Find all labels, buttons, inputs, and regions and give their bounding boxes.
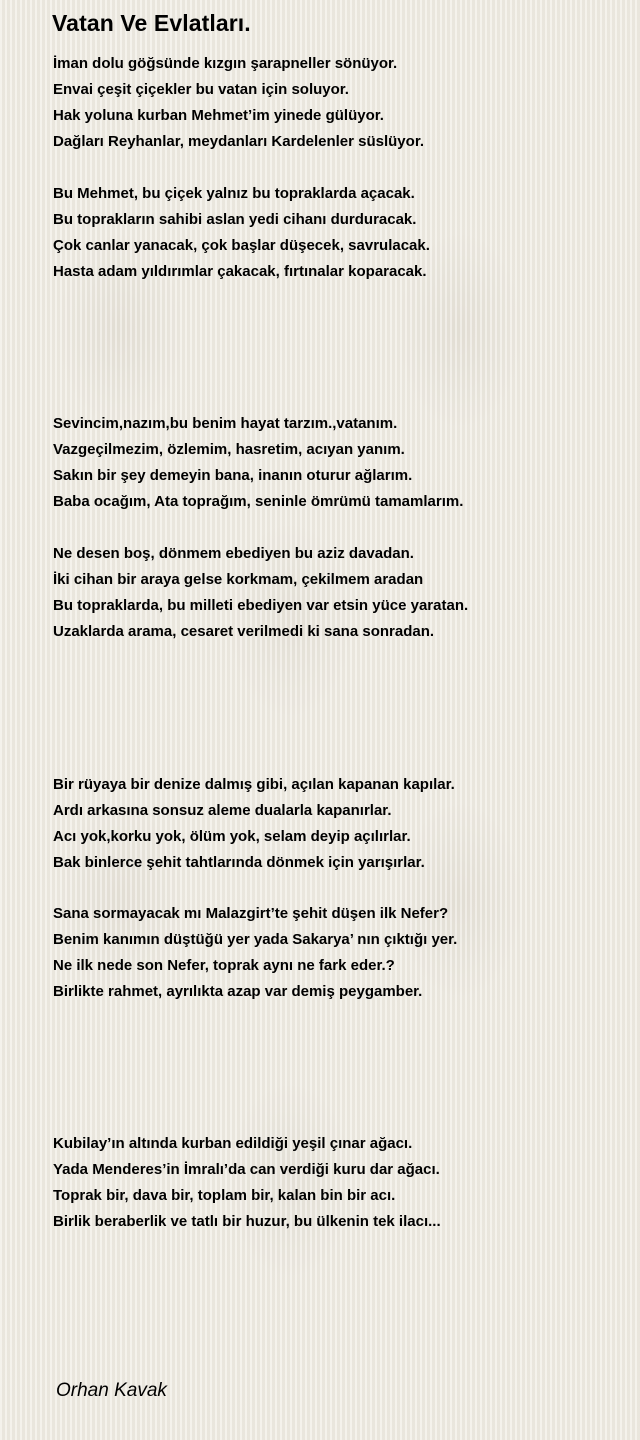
poem-line: Envai çeşit çiçekler bu vatan için soluyor. [53,81,349,98]
stanza-2 [53,181,430,285]
poem-line: Bak binlerce şehit tahtlarında dönmek için yarışırlar. [53,854,425,871]
stanza-1 [53,51,424,155]
poem-line: Çok canlar yanacak, çok başlar düşecek, savrulacak. [53,237,430,254]
poem-line: Vazgeçilmezim, özlemim, hasretim, acıyan yanım. [53,441,405,458]
poem-line: Baba ocağım, Ata toprağım, seninle ömrümü tamamlarım. [53,493,464,510]
poem-line: Yada Menderes’in İmralı’da can verdiği kuru dar ağacı. [53,1161,440,1178]
poem-line: Kubilay’ın altında kurban edildiği yeşil çınar ağacı. [53,1135,413,1152]
poem-line: Sakın bir şey demeyin bana, inanın oturur ağlarım. [53,467,413,484]
poem-line: Benim kanımın düştüğü yer yada Sakarya’ nın çıktığı yer. [53,931,458,948]
poem-line: Bu toprakların sahibi aslan yedi cihanı durduracak. [53,211,417,228]
poem-line: Birlikte rahmet, ayrılıkta azap var demiş peygamber. [53,983,423,1000]
poem-line: Bu Mehmet, bu çiçek yalnız bu topraklarda açacak. [53,185,415,202]
poem-line: İman dolu göğsünde kızgın şarapneller sönüyor. [53,55,398,72]
stanza-5 [53,772,455,876]
poem-line: Toprak bir, dava bir, toplam bir, kalan bin bir acı. [53,1187,396,1204]
poem-line: İki cihan bir araya gelse korkmam, çekilmem aradan [53,571,424,588]
poem-line: Hasta adam yıldırımlar çakacak, fırtınalar koparacak. [53,263,427,280]
poem-line: Sevincim,nazım,bu benim hayat tarzım.,vatanım. [53,415,398,432]
poem-line: Ardı arkasına sonsuz aleme dualarla kapanırlar. [53,802,392,819]
poem-line: Ne desen boş, dönmem ebediyen bu aziz davadan. [53,545,414,562]
stanza-3 [53,411,463,515]
poem-line: Ne ilk nede son Nefer, toprak aynı ne fark eder.? [53,957,395,974]
poem-line: Uzaklarda arama, cesaret verilmedi ki sana sonradan. [53,623,435,640]
stanza-7 [53,1131,441,1235]
poem-line: Bir rüyaya bir denize dalmış gibi, açılan kapanan kapılar. [53,776,455,793]
poem-line: Dağları Reyhanlar, meydanları Kardelenler süslüyor. [53,133,424,150]
poem-line: Hak yoluna kurban Mehmet’im yinede gülüyor. [53,107,384,124]
poem-author: Orhan Kavak [56,1380,167,1401]
poem-title: Vatan Ve Evlatları. [52,10,251,36]
poem-line: Bu topraklarda, bu milleti ebediyen var etsin yüce yaratan. [53,597,469,614]
poem-line: Birlik beraberlik ve tatlı bir huzur, bu ülkenin tek ilacı... [53,1213,441,1230]
stanza-4 [53,541,468,645]
poem-line: Acı yok,korku yok, ölüm yok, selam deyip açılırlar. [53,828,411,845]
stanza-6 [53,901,457,1005]
poem-line: Sana sormayacak mı Malazgirt’te şehit düşen ilk Nefer? [53,905,449,922]
